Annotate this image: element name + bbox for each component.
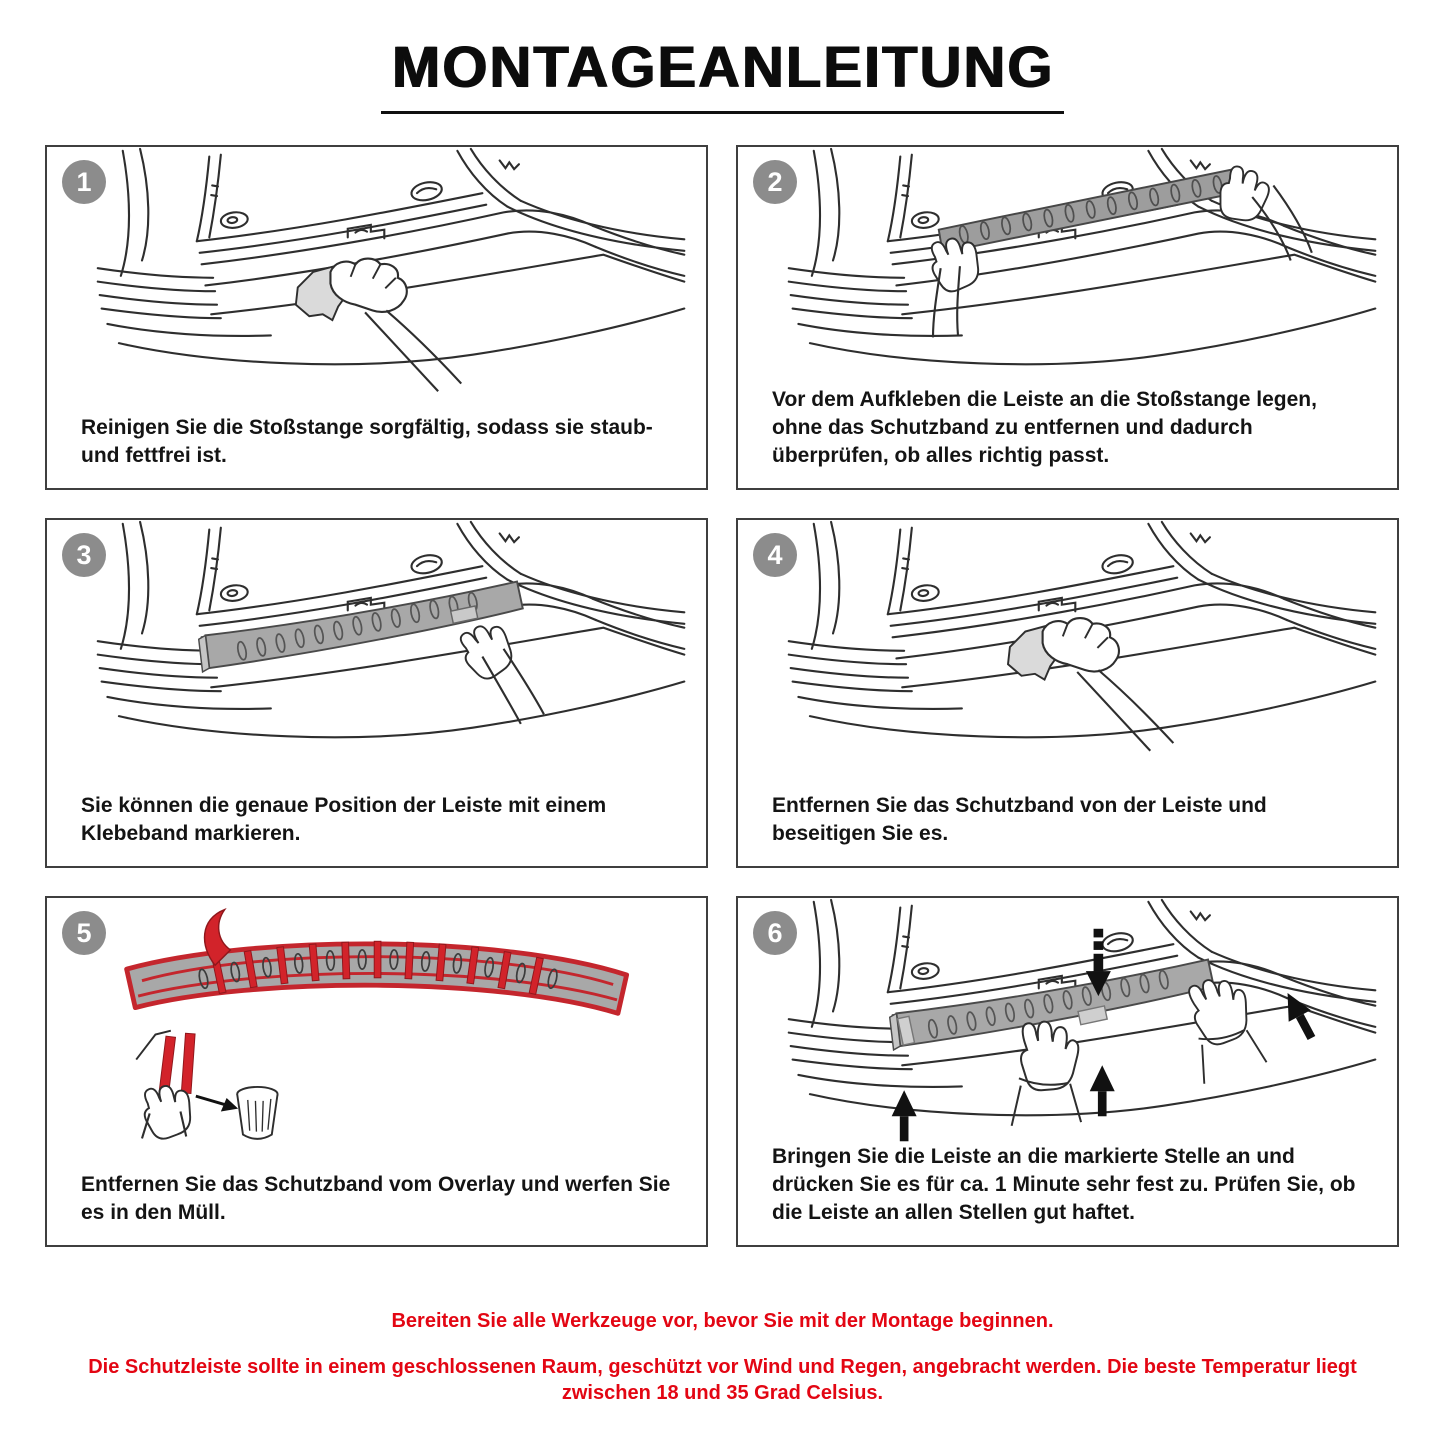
steps-grid — [45, 145, 1399, 1247]
step-number-badge: 4 — [753, 533, 797, 577]
step-2-illustration-hold-strip — [738, 147, 1397, 397]
header — [0, 0, 1445, 114]
step-number-badge: 6 — [753, 911, 797, 955]
step-panel-2 — [736, 145, 1399, 490]
step-caption: Reinigen Sie die Stoßstange sorgfältig, sodass sie staub- und fettfrei ist. — [81, 416, 653, 467]
footer-line-tools: Bereiten Sie alle Werkzeuge vor, bevor Sie mit der Montage beginnen. — [391, 1310, 1054, 1332]
step-panel-1 — [45, 145, 708, 490]
footer-line-conditions: Die Schutzleiste sollte in einem geschlossenen Raum, geschützt vor Wind und Regen, angebracht werden. Die beste Temperatur liegt zwischen 18 und 35 Grad Celsius. — [88, 1356, 1357, 1404]
step-caption: Bringen Sie die Leiste an die markierte Stelle an und drücken Sie es für ca. 1 Minute sehr fest zu. Prüfen Sie, ob die Leiste an allen Stellen gut haftet. — [772, 1145, 1356, 1224]
step-number-badge: 2 — [753, 160, 797, 204]
step-4-illustration-remove-tape — [738, 520, 1397, 770]
step-number-badge: 3 — [62, 533, 106, 577]
page-title: MONTAGEANLEITUNG — [381, 34, 1063, 114]
step-3-illustration-mark-position — [47, 520, 706, 770]
step-panel-3 — [45, 518, 708, 868]
step-number-badge: 5 — [62, 911, 106, 955]
footer-warnings — [0, 1308, 1445, 1406]
step-6-illustration-press-strip — [738, 898, 1397, 1148]
step-number-badge: 1 — [62, 160, 106, 204]
step-5-illustration-overlay-tape-trash — [47, 898, 706, 1148]
step-caption: Entfernen Sie das Schutzband von der Leiste und beseitigen Sie es. — [772, 794, 1267, 845]
step-panel-5 — [45, 896, 708, 1247]
step-caption: Sie können die genaue Position der Leiste mit einem Klebeband markieren. — [81, 794, 607, 845]
step-panel-6 — [736, 896, 1399, 1247]
step-caption: Vor dem Aufkleben die Leiste an die Stoßstange legen, ohne das Schutzband zu entfernen und dadurch überprüfen, ob alles richtig passt. — [772, 388, 1317, 467]
step-panel-4 — [736, 518, 1399, 868]
step-1-illustration-clean-bumper — [47, 147, 706, 397]
step-caption: Entfernen Sie das Schutzband vom Overlay und werfen Sie es in den Müll. — [81, 1173, 671, 1224]
